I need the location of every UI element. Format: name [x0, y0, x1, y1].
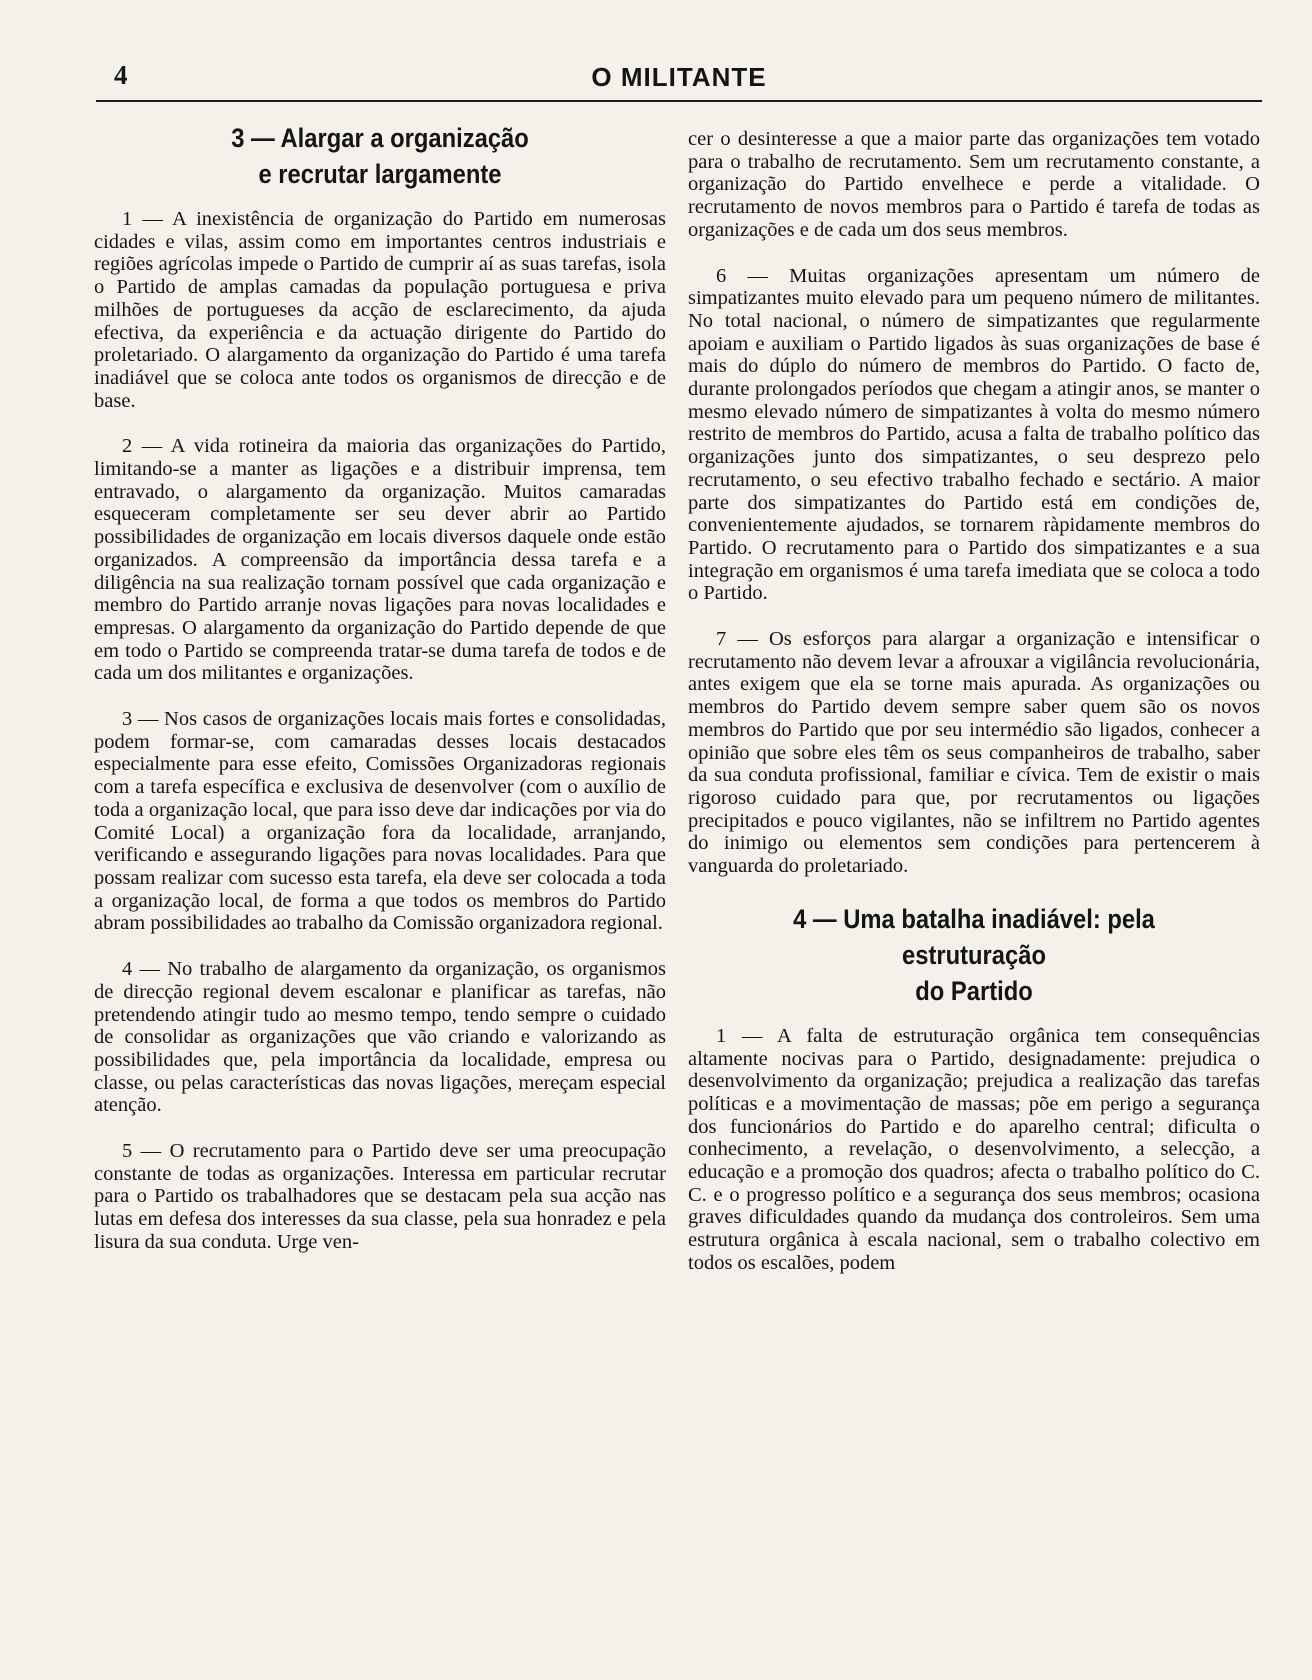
paragraph-3-2: 2 — A vida rotineira da maioria das organizações do Partido, limitando-se a manter as ligações e a distribuir imprensa, tem entravado, o alargamento da organização. Muitos camaradas esqueceram completamente ser seu dever abrir ao Partido possibilidades de organização em locais diversos daquele onde estão organizados. A compreensão da importância dessa tarefa e a diligência na sua realização tornam possível que cada organização e membro do Partido arranje novas ligações para novas localidades e empresas. O alargamento da organização do Partido depende de que em todo o Partido se compreenda tratar-se duma tarefa de todos e de cada um dos militantes e organizações. — [94, 435, 666, 685]
paragraph-3-4: 4 — No trabalho de alargamento da organização, os organismos de direcção regional devem escalonar e planificar as tarefas, não pretendendo atingir tudo ao mesmo tempo, tendo sempre o cuidado de consolidar as organizações que vão criando e valorizando as possibilidades que, pela importância da localidade, empresa ou classe, ou pelas características das novas ligações, mereçam especial atenção. — [94, 958, 666, 1117]
paragraph-3-5: 5 — O recrutamento para o Partido deve ser uma preocupação constante de todas as organizações. Interessa em particular recrutar para o Partido os trabalhadores que se destacam pela sua acção nas lutas em defesa dos interesses da sua classe, pela sua honradez e pela lisura da sua conduta. Urge ven- — [94, 1140, 666, 1253]
paragraph-3-3: 3 — Nos casos de organizações locais mais fortes e consolidadas, podem formar-se, com camaradas desses locais destacados especialmente para esse efeito, Comissões Organizadoras regionais com a tarefa específica e exclusiva de desenvolver (com o auxílio de toda a organização local, que para isso deve dar indicações por via do Comité Local) a organização fora da localidade, arranjando, verificando e assegurando ligações para novas localidades. Para que possam realizar com sucesso esta tarefa, ela deve ser colocada a toda a organização local, de forma a que todos os membros do Partido abram possibilidades ao trabalho da Comissão organizadora regional. — [94, 708, 666, 935]
page-number: 4 — [114, 60, 128, 90]
section-4-title-line-1: 4 — Uma batalha inadiável: pela estruturação — [793, 903, 1155, 970]
section-4-title-line-2: do Partido — [915, 975, 1033, 1006]
left-column — [94, 120, 666, 1277]
section-3-title-line-2: e recrutar largamente — [258, 159, 502, 189]
section-3-heading — [128, 120, 631, 192]
paragraph-3-7: 7 — Os esforços para alargar a organização e intensificar o recrutamento não devem levar a afrouxar a vigilância revolucionária, antes exigem que ela se torne mais apurada. As organizações ou membros do Partido devem sempre saber quem são os novos membros do Partido que por seu intermédio são ligados, conhecer a opinião que sobre eles têm os seus companheiros de trabalho, saber da sua conduta profissional, familiar e cívica. Tem de existir o mais rigoroso cuidado para que, por recrutamentos ou ligações precipitados e pouco vigilantes, não se infiltrem no Partido agentes do inimigo ou elementos sem condições para pertencerem à vanguarda do proletariado. — [688, 628, 1260, 878]
section-4-heading — [722, 901, 1225, 1009]
paragraph-3-6: 6 — Muitas organizações apresentam um número de simpatizantes muito elevado para um pequeno número de militantes. No total nacional, o número de simpatizantes que regularmente apoiam e auxiliam o Partido ligados às suas organizações de base é mais do dúplo do número de membros do Partido. O facto de, durante prolongados períodos que chegam a atingir anos, se manter o mesmo elevado número de simpatizantes à volta do mesmo número restrito de membros do Partido, acusa a falta de trabalho político das organizações junto dos simpatizantes, o seu desprezo pelo recrutamento, o seu efectivo trabalho fechado e sectário. A maior parte dos simpatizantes do Partido está em condições de, convenientemente ajudados, se tornarem ràpidamente membros do Partido. O recrutamento para o Partido dos simpatizantes e a sua integração em organismos é uma tarefa imediata que se coloca a todo o Partido. — [688, 264, 1260, 605]
page-header — [96, 60, 1262, 102]
section-3-title-line-1: 3 — Alargar a organização — [231, 123, 529, 153]
paragraph-3-5-continuation: cer o desinteresse a que a maior parte das organizações tem votado para o trabalho de recrutamento. Sem um recrutamento constante, a organização do Partido envelhece e perde a vitalidade. O recrutamento de novos membros para o Partido é tarefa de todas as organizações e de cada um dos seus membros. — [688, 128, 1260, 241]
paragraph-3-1: 1 — A inexistência de organização do Partido em numerosas cidades e vilas, assim como em importantes centros industriais e regiões agrícolas impede o Partido de cumprir aí as suas tarefas, isola o Partido de amplas camadas da população portuguesa e priva milhões de portugueses da acção de esclarecimento, da ajuda efectiva, da experiência e da actuação dirigente do Partido do proletariado. O alargamento da organização do Partido é uma tarefa inadiável que se coloca ante todos os organismos de direcção e de base. — [94, 208, 666, 412]
paragraph-4-1: 1 — A falta de estruturação orgânica tem consequências altamente nocivas para o Partido, designadamente: prejudica o desenvolvimento da organização; prejudica a realização das tarefas políticas e a movimentação de massas; põe em perigo a segurança dos funcionários do Partido e do aparelho central; dificulta o conhecimento, a revelação, o desenvolvimento, a selecção, a educação e a promoção dos quadros; afecta o trabalho político do C. C. e o progresso político e a segurança dos seus membros; ocasiona graves dificuldades quando da mudança dos controleiros. Sem uma estrutura orgânica à escala nacional, sem o trabalho colectivo em todos os escalões, podem — [688, 1024, 1260, 1274]
right-column — [688, 128, 1260, 1298]
masthead: O MILITANTE — [591, 62, 767, 92]
